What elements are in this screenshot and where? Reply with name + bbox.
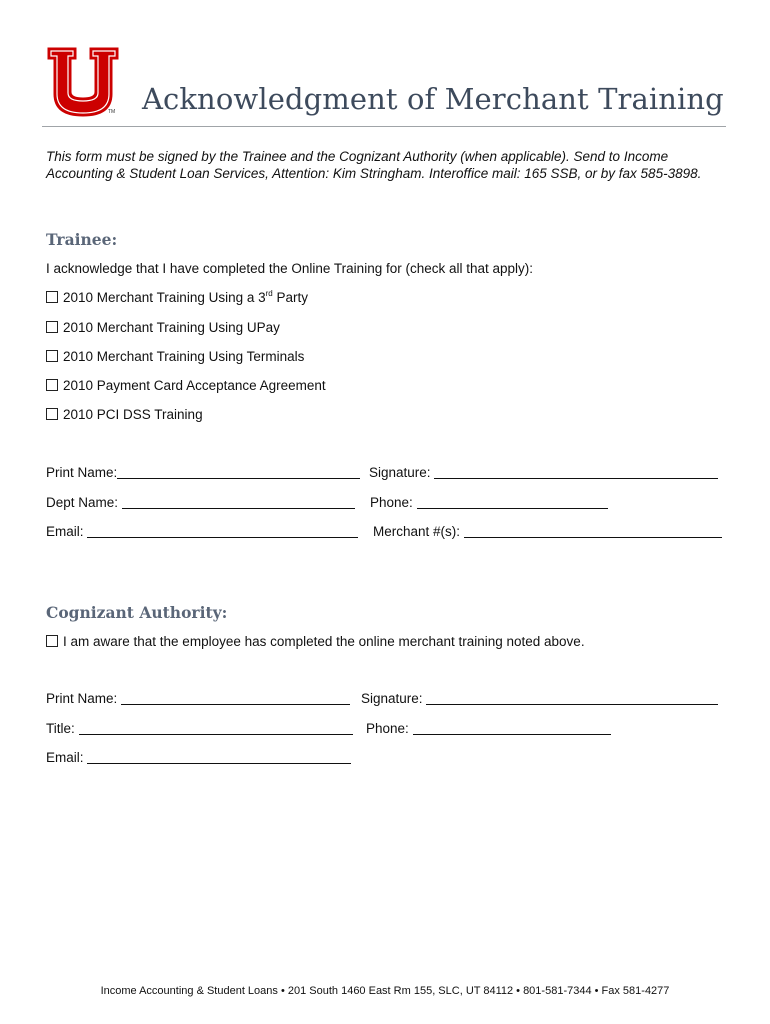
checkbox[interactable] [46,635,58,647]
option-label: 2010 Payment Card Acceptance Agreement [63,378,326,393]
field-label: Signature: [361,691,423,706]
trainee-print-name-field[interactable] [46,465,360,480]
option-label-suffix: Party [272,290,309,305]
field-label: Email: [46,750,84,765]
training-option-upay[interactable] [46,320,280,335]
trainee-signature-field[interactable] [369,465,718,480]
cognizant-email-field[interactable] [46,750,351,765]
field-label: Signature: [369,465,431,480]
field-label: Print Name: [46,691,118,706]
training-option-third-party[interactable] [46,290,308,305]
phone-line[interactable] [417,496,608,509]
trainee-merchant-field[interactable] [373,524,722,539]
option-label: 2010 Merchant Training Using a 3 [63,290,266,305]
trainee-dept-name-field[interactable] [46,495,355,510]
trademark-mark: TM [108,109,116,115]
cognizant-print-name-field[interactable] [46,691,350,706]
cognizant-aware-option[interactable] [46,634,585,649]
phone-line[interactable] [413,722,611,735]
page-title: Acknowledgment of Merchant Training [142,82,724,116]
training-option-payment-card[interactable] [46,378,326,393]
cognizant-heading: Cognizant Authority: [46,603,228,622]
trainee-heading: Trainee: [46,230,118,249]
title-line[interactable] [79,722,353,735]
signature-line[interactable] [434,466,718,479]
field-label: Title: [46,721,75,736]
signature-line[interactable] [426,692,718,705]
option-label: 2010 PCI DSS Training [63,407,203,422]
field-label: Email: [46,524,84,539]
cognizant-signature-field[interactable] [361,691,718,706]
field-label: Merchant #(s): [373,524,461,539]
field-label: Phone: [366,721,409,736]
training-option-terminals[interactable] [46,349,304,364]
footer-contact-info: Income Accounting & Student Loans • 201 South 1460 East Rm 155, SLC, UT 84112 • 801-581-7344 • Fax 581-4277 [100,985,670,997]
email-line[interactable] [87,525,358,538]
university-logo-icon [46,46,120,118]
email-line[interactable] [87,751,351,764]
cognizant-phone-field[interactable] [366,721,611,736]
field-label: Dept Name: [46,495,119,510]
checkbox[interactable] [46,379,58,391]
checkbox[interactable] [46,350,58,362]
checkbox[interactable] [46,408,58,420]
option-label: 2010 Merchant Training Using UPay [63,320,280,335]
checkbox[interactable] [46,291,58,303]
option-label: I am aware that the employee has completed the online merchant training noted above. [63,634,585,649]
option-label: 2010 Merchant Training Using Terminals [63,349,305,364]
field-label: Print Name: [46,465,118,480]
trainee-email-field[interactable] [46,524,358,539]
trainee-phone-field[interactable] [370,495,608,510]
print-name-line[interactable] [117,466,360,479]
trainee-acknowledge-text: I acknowledge that I have completed the Online Training for (check all that apply): [46,261,534,276]
dept-name-line[interactable] [122,496,355,509]
cognizant-title-field[interactable] [46,721,353,736]
field-label: Phone: [370,495,413,510]
instructions-text: This form must be signed by the Trainee and the Cognizant Authority (when applicable). Send to Income Accounting & Student Loan Services, Attention: Kim Stringham. Interoffice mail: 165 SSB, or by fax 585-3898. [46,149,702,181]
print-name-line[interactable] [121,692,350,705]
title-divider [42,126,726,127]
training-option-pci-dss[interactable] [46,407,203,422]
option-superscript: rd [265,289,273,298]
checkbox[interactable] [46,321,58,333]
merchant-line[interactable] [464,525,722,538]
